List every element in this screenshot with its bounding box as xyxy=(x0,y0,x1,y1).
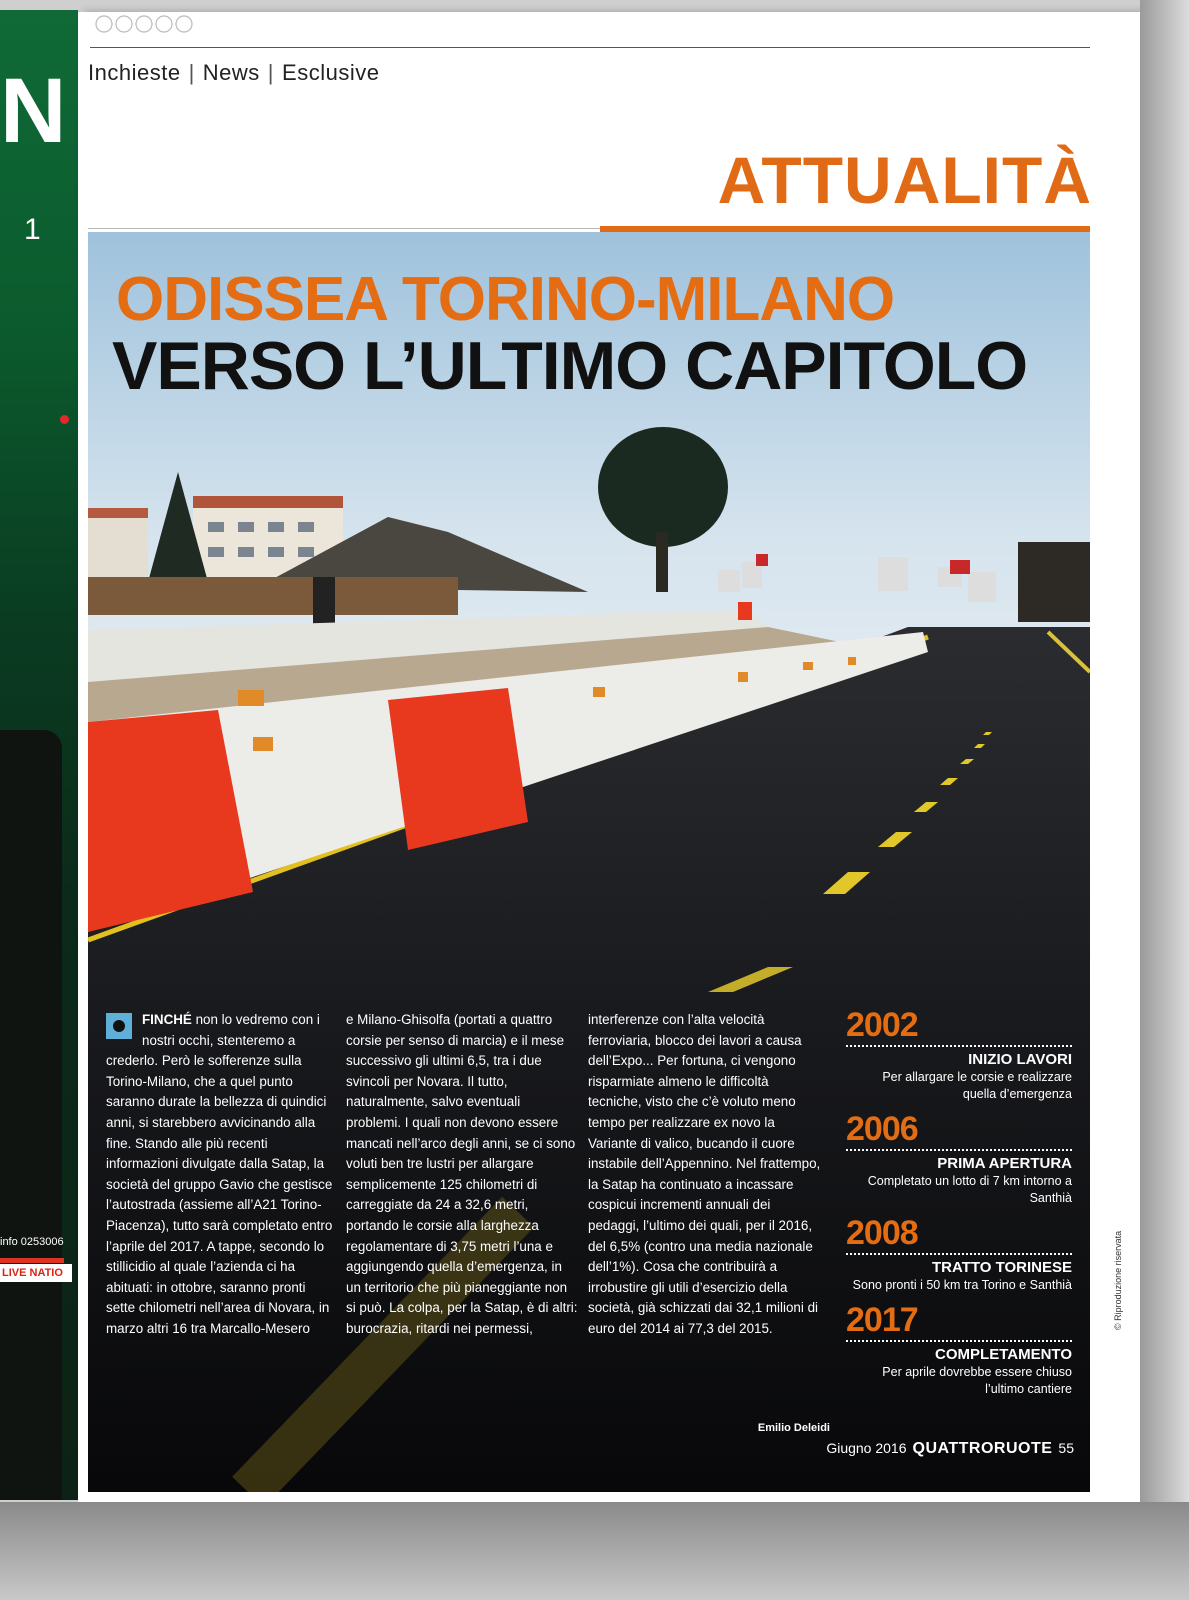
header-rule xyxy=(90,47,1090,48)
timeline-text: Sono pronti i 50 km tra Torino e Santhià xyxy=(852,1278,1072,1292)
article-author: Emilio Deleidi xyxy=(757,1422,830,1434)
timeline-year: 2002 xyxy=(846,1006,918,1044)
article-text-col3: interferenze con l’alta velocità ferroviaria, blocco dei lavori a causa dell’Expo... Per fortuna, ci vengono risparmiate almeno le difficoltà tecniche, visto che c’è voluto meno tempo per realizzare ex novo la Variante di valico, bucando il cuore instabile dell’Appennino. Nel frattempo, la Satap ha continuato a incassare cospicui incrementi annuali dei pedaggi, l’ultimo dei quali, per il 2016, del 6,5% (contro una media nazionale dell’1%). Cosa che contribuirà a irrobustire gli utili d’esercizio della società, già schizzati dai 32,1 milioni di euro del 2014 ai 77,3 del 2015. xyxy=(588,1012,821,1336)
thin-rule xyxy=(88,228,600,229)
timeline-item xyxy=(846,1111,1072,1207)
section-title: ATTUALITÀ xyxy=(717,143,1092,217)
adjacent-page-left xyxy=(0,10,78,1500)
page-edge-shadow xyxy=(1140,0,1189,1600)
timeline-item xyxy=(846,1215,1072,1294)
article-column-1 xyxy=(106,1010,334,1340)
timeline-text: Per allargare le corsie e realizzare quella d’emergenza xyxy=(882,1070,1072,1101)
timeline-heading: PRIMA APERTURA xyxy=(937,1155,1072,1172)
header-ornament xyxy=(92,14,202,34)
page-footer xyxy=(826,1440,1074,1458)
timeline-heading: INIZIO LAVORI xyxy=(968,1051,1072,1068)
timeline-divider xyxy=(846,1045,1072,1047)
timeline-box xyxy=(846,1007,1072,1406)
article-lead-word: FINCHÉ xyxy=(142,1012,192,1027)
adjacent-page-info: info 0253006 xyxy=(0,1236,64,1248)
timeline-heading: TRATTO TORINESE xyxy=(931,1259,1072,1276)
timeline-divider xyxy=(846,1149,1072,1151)
nav-esclusive[interactable]: Esclusive xyxy=(282,60,380,85)
nav-separator: | xyxy=(188,60,195,85)
red-strip xyxy=(0,1258,64,1263)
timeline-divider xyxy=(846,1340,1072,1342)
copyright-note: © Riproduzione riservata xyxy=(1113,1230,1123,1330)
nav-news[interactable]: News xyxy=(202,60,260,85)
magazine-brand: QUATTRORUOTE xyxy=(912,1440,1053,1457)
adjacent-page-badge: LIVE NATIO xyxy=(0,1264,72,1282)
timeline-text: Completato un lotto di 7 km intorno a Santhià xyxy=(867,1174,1072,1205)
timeline-item xyxy=(846,1007,1072,1103)
nav-separator: | xyxy=(267,60,275,85)
timeline-year: 2008 xyxy=(846,1214,918,1252)
magazine-page xyxy=(78,12,1140,1502)
timeline-item xyxy=(846,1302,1072,1398)
timeline-divider xyxy=(846,1253,1072,1255)
article-start-icon xyxy=(106,1013,132,1039)
section-nav xyxy=(88,60,379,86)
adjacent-page-photo xyxy=(0,730,62,1500)
timeline-year: 2006 xyxy=(846,1110,918,1148)
article-column-3 xyxy=(588,1010,822,1340)
adjacent-page-letter: N xyxy=(0,60,67,162)
nav-inchieste[interactable]: Inchieste xyxy=(88,60,181,85)
issue-date: Giugno 2016 xyxy=(826,1440,907,1456)
article-column-2 xyxy=(346,1010,578,1340)
timeline-text: Per aprile dovrebbe essere chiuso l’ultimo cantiere xyxy=(882,1365,1072,1396)
headline-line2: VERSO L’ULTIMO CAPITOLO xyxy=(112,328,1028,404)
adjacent-page-number: 1 xyxy=(24,213,41,246)
timeline-year: 2017 xyxy=(846,1301,918,1339)
article-text-col2: e Milano-Ghisolfa (portati a quattro corsie per senso di marcia) e il mese successivo gli ultimi 6,5, tra i due svincoli per Novara. Il tutto, naturalmente, salvo eventuali problemi. I quali non devono essere mancati nell’arco degli anni, se ci sono voluti ben tre lustri per allargare semplicemente 125 chilometri di carreggiate da 24 a 32,6 metri, portando le corsie alla larghezza regolamentare di 3,75 metri l’una e aggiungendo quella d’emergenza, in un territorio che più pianeggiante non si può. La colpa, per la Satap, è di altri: burocrazia, ritardi nei permessi, xyxy=(346,1012,578,1336)
highway-photo xyxy=(88,232,1090,1492)
timeline-heading: COMPLETAMENTO xyxy=(935,1346,1072,1363)
page-number: 55 xyxy=(1058,1440,1074,1456)
article-text-col1: non lo vedremo con i nostri occhi, stenteremo a crederlo. Però le sofferenze sulla Torino-Milano, che a quel punto saranno durate la bellezza di quindici anni, si starebbero avvicinando alla fine. Stando alle più recenti informazioni divulgate dalla Satap, la società del gruppo Gavio che gestisce l’autostrada (assieme all’A21 Torino-Piacenza), tutto sarà completato entro l’aprile del 2017. A tappe, secondo lo stillicidio al quale l’azienda ci ha abituati: in ottobre, saranno pronti sette chilometri nell’area di Novara, in marzo altri 16 tra Marcallo-Mesero xyxy=(106,1012,333,1336)
red-dot xyxy=(60,415,69,424)
headline-line1: ODISSEA TORINO-MILANO xyxy=(116,265,895,334)
scanner-bottom-band xyxy=(0,1502,1189,1600)
